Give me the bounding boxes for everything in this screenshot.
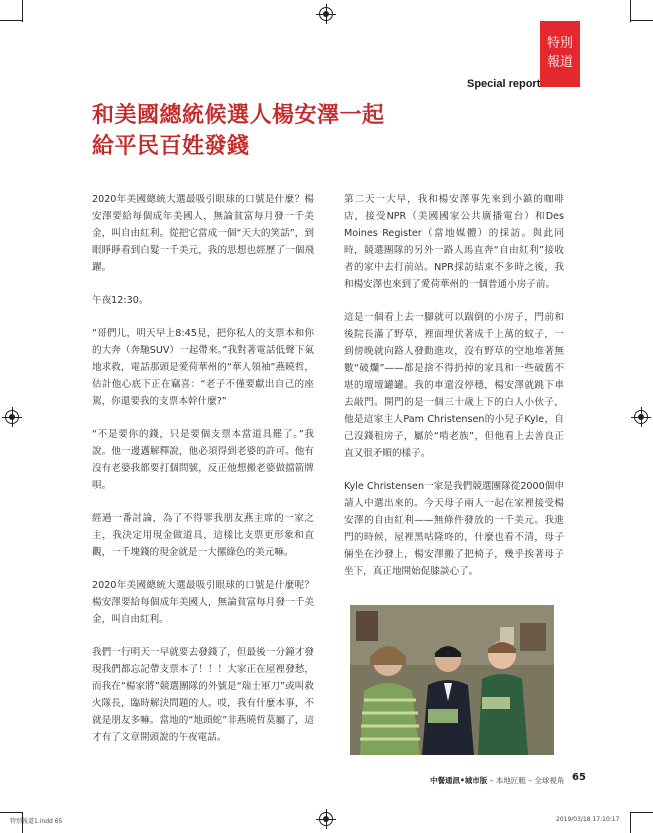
crop-mark — [631, 812, 653, 813]
paragraph: 經過一番討論，為了不得罪我朋友燕主席的一家之主，我決定用現金做道具，這樣比支票更形象和直觀，一千塊錢的現金就是一大摞綠色的美元嘛。 — [92, 513, 314, 558]
paragraph: 這是一個看上去一腳就可以踹倒的小房子，門前和後院長滿了野草，裡面埋伏著成千上萬的蚊子，一到傍晚就向路人發動進攻，沒有野草的空地堆著無數“破爛”——都是捨不得扔掉的家具和一些破舊不堪的壇壇罐罐。我的車還沒停穩，楊安澤就跳下車去敲門。開門的是一個三十歲上下的白人小伙子，他是這家主人Pam Christensen的小兒子Kyle，自己沒錢租房子，屬於“啃老族”，但他看上去善良正直又很矛順的樣子。 — [344, 312, 564, 459]
crop-mark — [22, 0, 23, 22]
special-report-badge — [540, 21, 580, 87]
crop-mark — [0, 20, 22, 21]
article-photo — [350, 605, 554, 755]
paragraph: Kyle Christensen一家是我們競選團隊從2000個申請人中選出來的。今天母子兩人一起在家裡接受楊安澤的自由紅利——無條件發放的一千美元。我進門的時候，屋裡黑咕隆咚的，什麼也看不清，母子倆坐在沙發上，楊安澤搬了把椅子，幾乎挨著母子坐下，真正地開始促膝談心了。 — [344, 481, 564, 577]
paragraph: 2020年美國總統大選最吸引眼球的口號是什麼？楊安澤要給每個成年美國人，無論貧富每月發一千美金，叫自由紅利。從把它當成一個“天大的笑話”，到眼睜睜看到白髮一千美元，我的思想也經歷了一個飛躍。 — [92, 194, 314, 273]
footer-separator: – — [489, 776, 496, 785]
paragraph: “不是要你的錢，只是要個支票本當道具罷了。”我說。他一邊邁解釋說，他必須得到老婆的許可。他有沒有老婆我都要打個問號，反正他想搬老婆做擋箭牌唄。 — [92, 429, 314, 491]
paragraph: 午夜12:30。 — [92, 295, 149, 306]
article-title — [92, 100, 512, 162]
paragraph: 第二天一大早，我和楊安澤事先來到小鎮的咖啡店，接受NPR（美國國家公共廣播電台）和Des Moines Register（當地媒體）的採訪。與此同時，競選團隊的另外一路人馬直奔“自由紅利”接收者的家中去打前站。NPR採訪結束不多時之後，我和楊安澤也來到了愛荷華州的一個普通小房子前。 — [344, 194, 564, 290]
left-column — [92, 191, 314, 762]
right-column — [344, 191, 564, 596]
registration-mark-icon — [5, 410, 19, 424]
title-line-1: 和美國總統候選人楊安澤一起 — [92, 103, 385, 128]
registration-mark-icon — [319, 812, 333, 826]
badge-line-2: 報道 — [546, 55, 573, 70]
page-number: 65 — [572, 772, 586, 783]
registration-mark-icon — [319, 7, 333, 21]
crop-mark — [630, 812, 631, 833]
footer-tagline: 本地匠艇 – 全球視角 — [495, 776, 565, 785]
crop-mark — [0, 812, 22, 813]
registration-mark-icon — [634, 410, 648, 424]
paragraph: “哥們儿，明天早上8:45見，把你私人的支票本和你的大奔（奔馳SUV）一起帶來。”我對著電話低聲下氣地求救，電話那頭是愛荷華州的“華人領袖”燕曉哲，估計他心底下正在竊喜：“老子不僅要獻出自己的座駕，你還要我的支票本幹什麼?” — [92, 328, 314, 407]
print-timestamp: 2019/03/18 17:10:17 — [556, 816, 620, 823]
crop-mark — [631, 20, 653, 21]
section-label: Special report — [467, 78, 541, 90]
paragraph: 2020年美國總統大選最吸引眼球的口號是什麼呢？楊安澤要給每個成年美國人，無論貧富每月發一千美金，叫自由紅利。 — [92, 580, 314, 625]
photo-illustration — [350, 605, 554, 755]
publication-name: 中餐通訊•城市版 — [430, 776, 488, 785]
title-line-2: 給平民百姓發錢 — [92, 134, 250, 159]
file-slug: 特別報道1.indd 65 — [10, 818, 63, 825]
badge-line-1: 特別 — [546, 36, 573, 51]
running-footer — [430, 775, 564, 786]
crop-mark — [630, 0, 631, 22]
paragraph: 我們一行明天一早就要去發錢了，但最後一分鐘才發現我們都忘記帶支票本了！！！大家正在屋裡發愁，而我在“楊家將”競選團隊的外號是“瑞士軍刀”或叫救火隊長，臨時解決問題的人。哎，我有什麼本事，不就是朋友多嘛。當地的“地頭蛇”非燕曉哲莫屬了，這才有了文章開頭說的午夜電話。 — [92, 647, 314, 743]
